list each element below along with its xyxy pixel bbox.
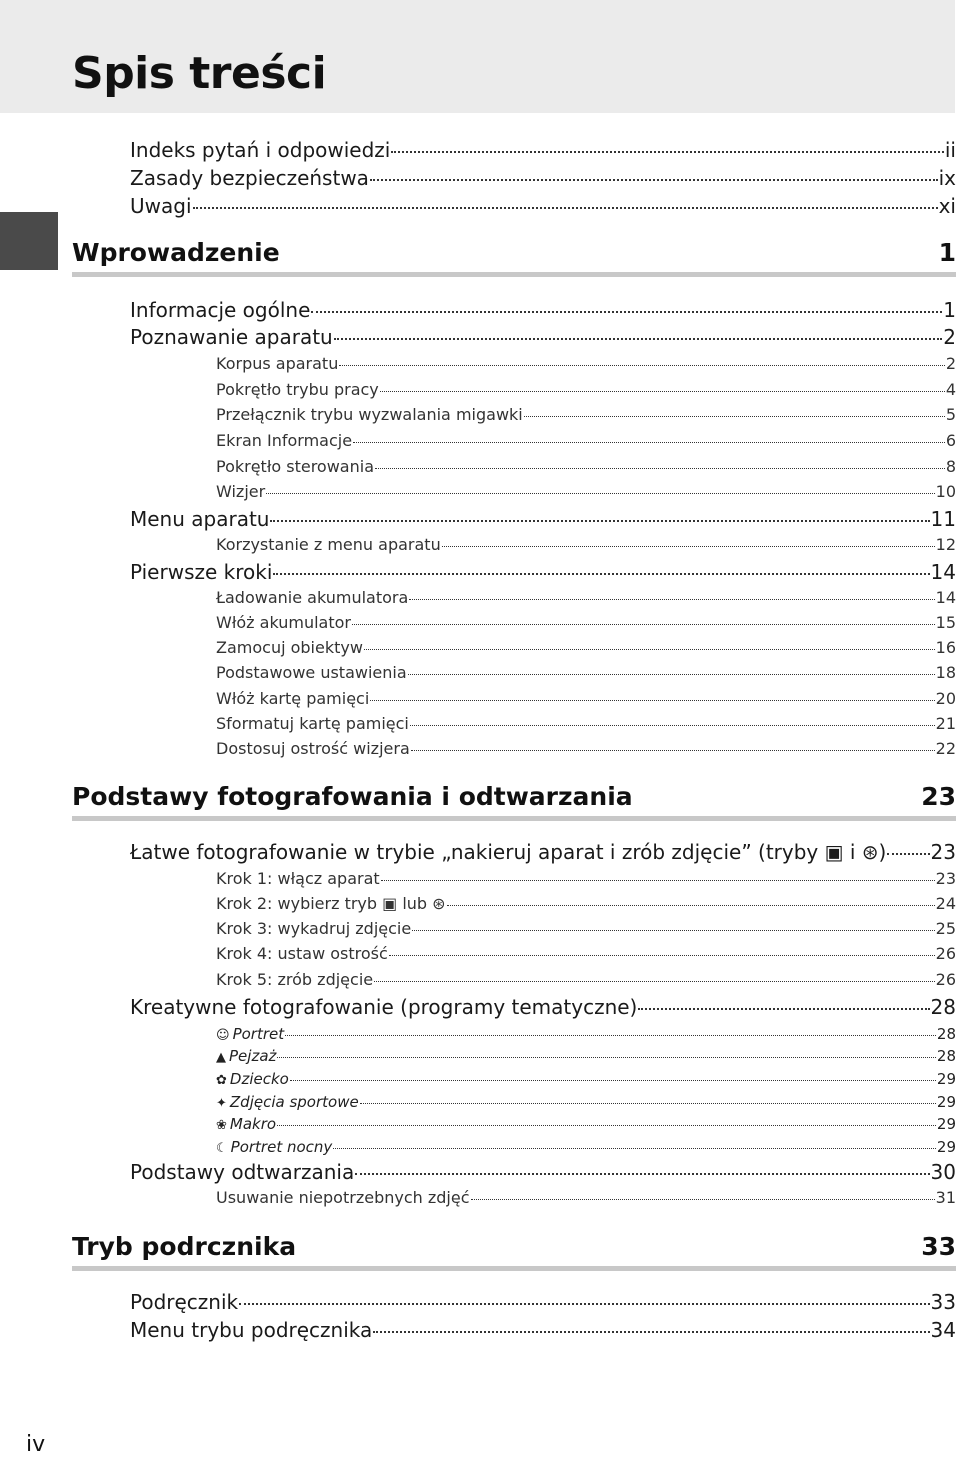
toc-entry-title: Podstawy odtwarzania — [130, 1160, 355, 1184]
toc-entry-title: Indeks pytań i odpowiedzi — [130, 138, 391, 162]
toc-entry[interactable] — [130, 166, 956, 192]
toc-entry-title: Podręcznik — [130, 1290, 239, 1314]
toc-entry-title: Zasady bezpieczeństwa — [130, 166, 369, 190]
toc-entry[interactable] — [130, 507, 956, 533]
section-heading[interactable] — [72, 232, 956, 277]
child-icon: ✿ — [216, 1073, 227, 1088]
toc-entry-page: 29 — [936, 1138, 956, 1156]
sports-icon: ✦ — [216, 1096, 227, 1111]
toc-leader — [391, 151, 944, 153]
toc-entry[interactable] — [130, 194, 956, 220]
toc-subentry[interactable] — [216, 1188, 956, 1212]
toc-leader — [339, 365, 944, 366]
toc-subentry[interactable] — [216, 588, 956, 612]
toc-entry-title: Dziecko — [229, 1070, 289, 1088]
toc-leader — [638, 1008, 929, 1010]
toc-leader — [193, 207, 938, 209]
macro-icon: ❀ — [216, 1118, 227, 1133]
toc-leader — [408, 674, 935, 675]
toc-entry-title: Łatwe fotografowanie w trybie „nakieruj aparat i zrób zdjęcie” (tryby ▣ i ⊛) — [130, 840, 887, 864]
toc-entry-title: Menu aparatu — [130, 507, 270, 531]
toc-entry-page: ix — [938, 166, 956, 190]
toc-entry-title: Uwagi — [130, 194, 192, 218]
toc-leader — [375, 468, 945, 469]
toc-subentry[interactable] — [216, 482, 956, 506]
toc-entry[interactable] — [130, 298, 956, 324]
toc-entry-page: 29 — [936, 1115, 956, 1133]
toc-entry[interactable] — [130, 1160, 956, 1186]
toc-entry-page: 33 — [930, 1290, 956, 1314]
toc-subentry[interactable] — [216, 431, 956, 455]
toc-entry-page: 29 — [936, 1093, 956, 1111]
toc-entry-title: Portret nocny — [230, 1138, 333, 1156]
toc-entry[interactable] — [130, 560, 956, 586]
toc-subentry[interactable] — [216, 869, 956, 893]
toc-leader — [410, 725, 935, 726]
toc-leader — [266, 493, 934, 494]
toc-entry-title: Krok 5: zrób zdjęcie — [216, 970, 374, 989]
toc-scene-entry[interactable] — [216, 1093, 956, 1115]
toc-scene-entry[interactable] — [216, 1070, 956, 1092]
toc-subentry[interactable] — [216, 970, 956, 994]
toc-entry-title: Ekran Informacje — [216, 431, 353, 450]
toc-entry-title: Poznawanie aparatu — [130, 325, 333, 349]
page-number: iv — [26, 1432, 46, 1457]
toc-entry-page: 14 — [930, 560, 956, 584]
section-heading[interactable] — [72, 776, 956, 821]
toc-entry[interactable] — [130, 840, 956, 866]
toc-leader — [374, 981, 935, 982]
toc-leader — [442, 546, 935, 547]
toc-entry-title: Pejzaż — [229, 1047, 277, 1065]
toc-subentry[interactable] — [216, 535, 956, 559]
toc-entry-title: Dostosuj ostrość wizjera — [216, 739, 410, 758]
toc-entry-page: 2 — [943, 325, 956, 349]
toc-entry-page: 30 — [930, 1160, 956, 1184]
toc-entry-title: Ładowanie akumulatora — [216, 588, 409, 607]
toc-entry-page: 26 — [935, 944, 956, 963]
section-page: 23 — [921, 781, 956, 811]
toc-leader — [409, 599, 934, 600]
toc-entry-page: 29 — [936, 1070, 956, 1088]
toc-subentry[interactable] — [216, 739, 956, 763]
toc-subentry[interactable] — [216, 689, 956, 713]
toc-entry-title: Zamocuj obiektyw — [216, 638, 363, 657]
toc-subentry[interactable] — [216, 354, 956, 378]
toc-entry-page: 21 — [935, 714, 956, 733]
toc-entry-page: 31 — [935, 1188, 956, 1207]
toc-leader — [285, 1035, 936, 1036]
toc-entry-page: 20 — [935, 689, 956, 708]
toc-entry-page: 23 — [935, 869, 956, 888]
toc-leader — [239, 1303, 929, 1305]
section-title: Podstawy fotografowania i odtwarzania — [72, 781, 633, 811]
toc-subentry[interactable] — [216, 714, 956, 738]
toc-entry-page: 25 — [935, 919, 956, 938]
toc-leader — [273, 573, 929, 575]
toc-subentry[interactable] — [216, 638, 956, 662]
toc-subentry[interactable] — [216, 894, 956, 918]
toc-subentry[interactable] — [216, 663, 956, 687]
toc-entry[interactable] — [130, 325, 956, 351]
section-heading[interactable] — [72, 1226, 956, 1271]
toc-leader — [277, 1125, 936, 1126]
toc-subentry[interactable] — [216, 944, 956, 968]
toc-subentry[interactable] — [216, 613, 956, 637]
toc-entry-title: Podstawowe ustawienia — [216, 663, 407, 682]
toc-entry-title: Makro — [229, 1115, 277, 1133]
toc-leader — [381, 880, 935, 881]
toc-leader — [353, 442, 945, 443]
toc-leader — [373, 1331, 929, 1333]
toc-leader — [370, 700, 934, 701]
night-portrait-icon: ☾ — [216, 1141, 228, 1156]
section-page: 33 — [921, 1231, 956, 1261]
toc-entry-title: Pokrętło trybu pracy — [216, 380, 379, 399]
toc-entry-page: 8 — [945, 457, 956, 476]
toc-scene-entry[interactable] — [216, 1138, 956, 1160]
toc-subentry[interactable] — [216, 380, 956, 404]
toc-entry-title: Pierwsze kroki — [130, 560, 273, 584]
toc-entry-title: Usuwanie niepotrzebnych zdjęć — [216, 1188, 470, 1207]
toc-entry-page: 4 — [945, 380, 956, 399]
toc-leader — [270, 520, 929, 522]
toc-entry-page: 18 — [935, 663, 956, 682]
toc-leader — [447, 905, 935, 906]
toc-leader — [355, 1173, 929, 1175]
toc-entry[interactable] — [130, 1290, 956, 1316]
section-title: Wprowadzenie — [72, 237, 280, 267]
portrait-icon: ☺ — [216, 1028, 230, 1043]
section-page: 1 — [938, 237, 956, 267]
toc-entry[interactable] — [130, 1318, 956, 1344]
toc-entry-page: 16 — [935, 638, 956, 657]
toc-entry-page: 22 — [935, 739, 956, 758]
toc-entry-page: 1 — [943, 298, 956, 322]
toc-entry-page: 5 — [945, 405, 956, 424]
section-title: Tryb podrcznika — [72, 1231, 297, 1261]
toc-scene-entry[interactable] — [216, 1115, 956, 1137]
toc-entry-title: Zdjęcia sportowe — [229, 1093, 359, 1111]
toc-leader — [524, 416, 945, 417]
toc-entry-page: 28 — [936, 1025, 956, 1043]
toc-entry-page: ii — [944, 138, 956, 162]
toc-entry-title: Krok 2: wybierz tryb ▣ lub ⊛ — [216, 894, 446, 913]
toc-leader — [887, 853, 929, 855]
toc-leader — [380, 391, 945, 392]
toc-entry-title: Korpus aparatu — [216, 354, 339, 373]
toc-scene-entry[interactable] — [216, 1025, 956, 1047]
toc-entry-page: 24 — [935, 894, 956, 913]
toc-entry-page: 12 — [935, 535, 956, 554]
toc-leader — [290, 1080, 936, 1081]
toc-entry[interactable] — [130, 138, 956, 164]
page-title: Spis treści — [72, 48, 327, 99]
toc-leader — [333, 1148, 936, 1149]
toc-leader — [360, 1103, 936, 1104]
toc-entry-title: Krok 3: wykadruj zdjęcie — [216, 919, 412, 938]
toc-scene-entry[interactable] — [216, 1047, 956, 1069]
toc-leader — [352, 624, 935, 625]
toc-entry-title: Menu trybu podręcznika — [130, 1318, 373, 1342]
toc-leader — [370, 179, 938, 181]
toc-entry-page: 15 — [935, 613, 956, 632]
toc-entry-page: 2 — [945, 354, 956, 373]
toc-subentry[interactable] — [216, 405, 956, 429]
toc-leader — [334, 338, 943, 340]
toc-leader — [412, 930, 934, 931]
toc-entry-title: Krok 4: ustaw ostrość — [216, 944, 388, 963]
toc-entry-title: Portret — [232, 1025, 285, 1043]
toc-entry-title: Krok 1: włącz aparat — [216, 869, 380, 888]
toc-entry-page: 28 — [936, 1047, 956, 1065]
toc-entry-page: 34 — [930, 1318, 956, 1342]
landscape-icon: ▲ — [216, 1050, 226, 1065]
toc-entry-title: Kreatywne fotografowanie (programy tematyczne) — [130, 995, 638, 1019]
toc-entry-page: xi — [938, 194, 956, 218]
toc-entry-title: Wizjer — [216, 482, 266, 501]
toc-entry-page: 11 — [930, 507, 956, 531]
toc-entry-title: Informacje ogólne — [130, 298, 311, 322]
toc-subentry[interactable] — [216, 919, 956, 943]
toc-leader — [411, 750, 935, 751]
toc-leader — [389, 955, 935, 956]
toc-leader — [277, 1057, 936, 1058]
toc-entry-page: 14 — [935, 588, 956, 607]
toc-entry-title: Przełącznik trybu wyzwalania migawki — [216, 405, 523, 424]
toc-entry[interactable] — [130, 995, 956, 1021]
toc-entry-page: 6 — [945, 431, 956, 450]
toc-entry-title: Korzystanie z menu aparatu — [216, 535, 441, 554]
toc-entry-page: 26 — [935, 970, 956, 989]
toc-entry-page: 10 — [935, 482, 956, 501]
toc-entry-title: Włóż akumulator — [216, 613, 351, 632]
toc-leader — [471, 1199, 935, 1200]
toc-entry-title: Sformatuj kartę pamięci — [216, 714, 409, 733]
toc-entry-page: 23 — [930, 840, 956, 864]
section-tab-marker — [0, 212, 58, 270]
toc-entry-page: 28 — [930, 995, 956, 1019]
toc-leader — [311, 311, 942, 313]
toc-entry-title: Włóż kartę pamięci — [216, 689, 370, 708]
toc-leader — [364, 649, 935, 650]
toc-subentry[interactable] — [216, 457, 956, 481]
toc-entry-title: Pokrętło sterowania — [216, 457, 374, 476]
